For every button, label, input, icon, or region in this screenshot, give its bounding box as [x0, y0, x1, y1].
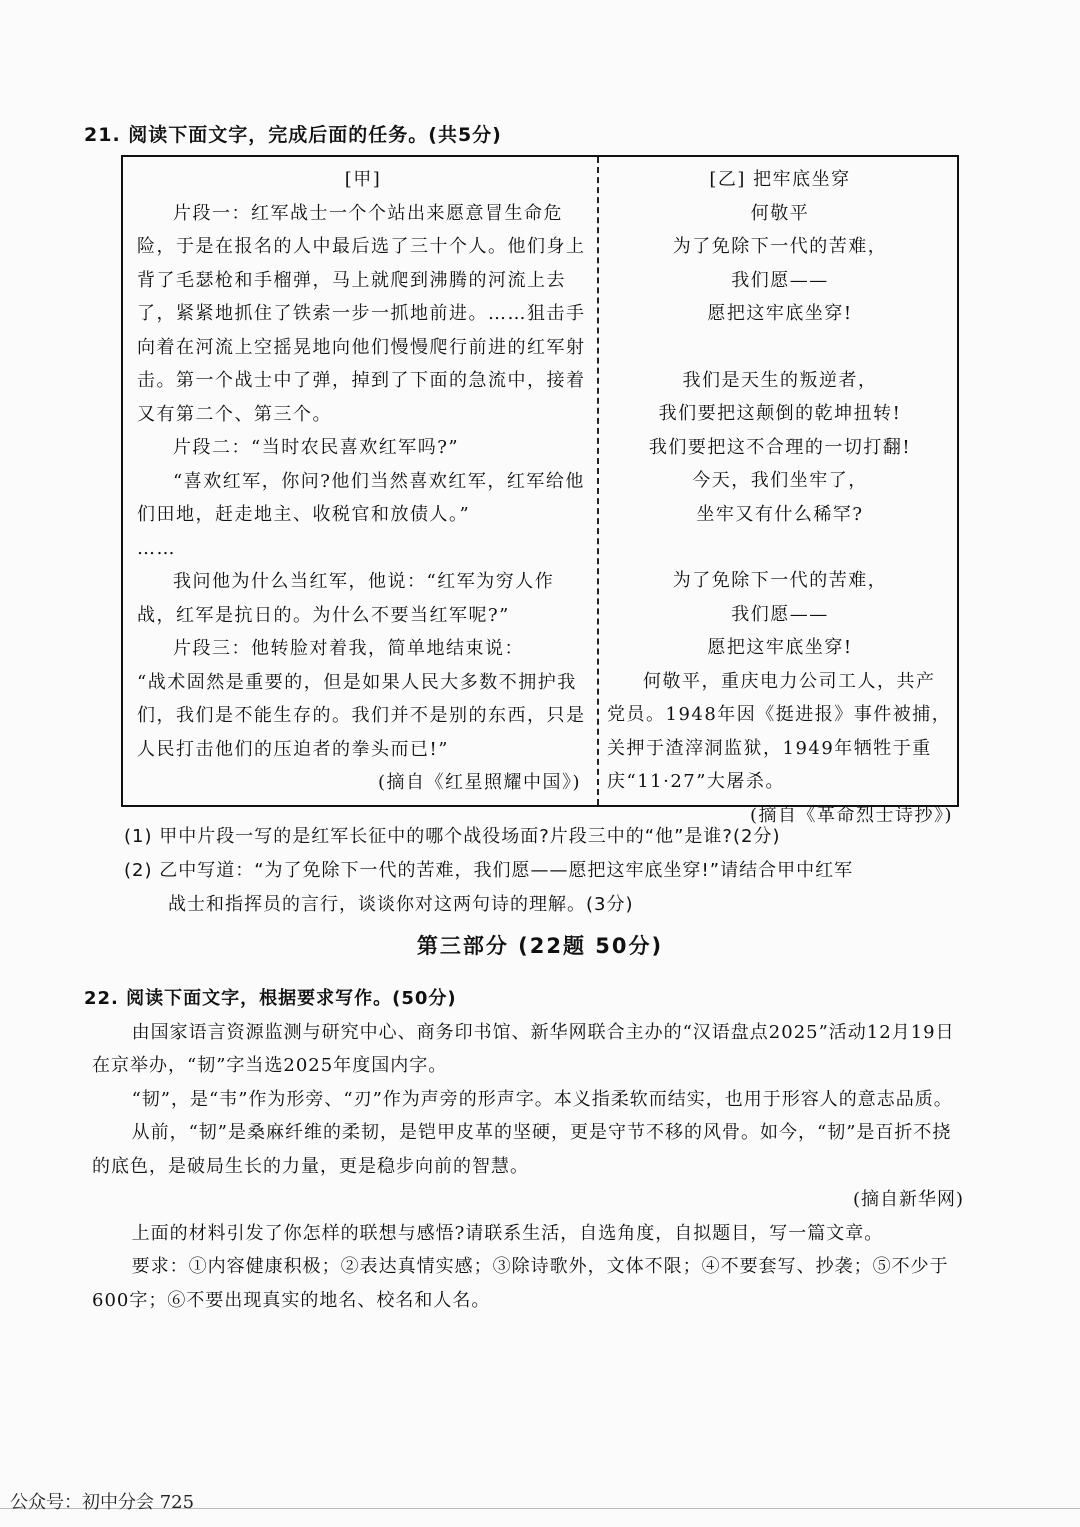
- poem-line: 今天，我们坐牢了，: [692, 470, 868, 491]
- segment-one: 片段一：红军战士一个个站出来愿意冒生命危险，于是在报名的人中最后选了三十个人。他们身上背了毛瑟枪和手榴弹，马上就爬到沸腾的河流上去了，紧紧地抓住了铁索一步一抓地前进。……狙击手向着在河流上空摇晃地向他们慢慢爬行前进的红军射击。第一个战士中了弹，掉到了下面的急流中，接着又有第二个、第三个。: [137, 202, 586, 425]
- poem-line: 愿把这牢底坐穿!: [707, 637, 853, 658]
- task-2: (2) 乙中写道：“为了免除下一代的苦难，我们愿——愿把这牢底坐穿!”请结合甲中红军: [124, 860, 854, 881]
- poem-author: 何敬平: [750, 202, 810, 224]
- task-1: (1) 甲中片段一写的是红军长征中的哪个战役场面?片段三中的“他”是谁?(2分): [124, 826, 781, 847]
- poem-line: 我们愿——: [731, 269, 829, 291]
- passage-yi-source: (摘自《革命烈士诗抄》): [749, 804, 953, 826]
- segment-three: 片段三：他转脸对着我，简单地结束说：: [173, 638, 524, 659]
- part-three-title: 第三部分 (22题 50分): [416, 934, 664, 958]
- poem-title: [乙] 把牢底坐穿: [709, 169, 851, 190]
- passage-yi: [607, 163, 953, 832]
- segment-three-quote: “战术固然是重要的，但是如果人民大多数不拥护我们，我们是不能生存的。我们并不是别的东西，只是人民打击他们的压迫者的拳头而已!”: [137, 671, 586, 760]
- writing-prompt: 上面的材料引发了你怎样的联想与感悟?请联系生活，自选角度，自拟题目，写一篇文章。: [131, 1222, 884, 1244]
- segment-two-question: 片段二：“当时农民喜欢红军吗?”: [173, 437, 460, 458]
- poem-line: 为了免除下一代的苦难，: [672, 570, 888, 591]
- reading-material-box: [121, 155, 959, 826]
- material-paragraph: “韧”，是“韦”作为形旁、“刃”作为声旁的形声字。本义指柔软而结实，也用于形容人的意志品质。: [131, 1088, 953, 1110]
- poet-biography: 何敬平，重庆电力公司工人，共产党员。1948年因《挺进报》事件被捕，关押于渣滓洞监狱，1949年牺牲于重庆“11·27”大屠杀。: [607, 670, 952, 792]
- poem-line: 坐牢又有什么稀罕?: [696, 503, 864, 525]
- passage-jia-heading: [甲]: [344, 169, 382, 190]
- poem-line: 我们是天生的叛逆者，: [682, 369, 878, 391]
- passage-jia: [137, 163, 589, 800]
- question-22: [84, 982, 964, 1317]
- poem-line: 为了免除下一代的苦难，: [672, 236, 888, 257]
- poem-line: 愿把这牢底坐穿!: [707, 303, 853, 324]
- poem-line: 我们愿——: [731, 603, 829, 625]
- column-divider: [597, 157, 599, 805]
- material-paragraph: 由国家语言资源监测与研究中心、商务印书馆、新华网联合主办的“汉语盘点2025”活动12月19日在京举办，“韧”字当选2025年度国内字。: [92, 1021, 955, 1076]
- poem-line: 我们要把这不合理的一切打翻!: [648, 436, 912, 458]
- segment-two-b: 我问他为什么当红军，他说：“红军为穷人作战，红军是抗日的。为什么不要当红军呢?”: [137, 571, 555, 626]
- question-21-tasks: [124, 820, 974, 922]
- writing-requirements: 要求：①内容健康积极；②表达真情实感；③除诗歌外，文体不限；④不要套写、抄袭；⑤不少于600字；⑥不要出现真实的地名、校名和人名。: [92, 1256, 949, 1311]
- question-21-title: 21. 阅读下面文字，完成后面的任务。(共5分): [84, 124, 502, 146]
- question-22-title: 22. 阅读下面文字，根据要求写作。(50分): [84, 988, 457, 1009]
- material-paragraph: 从前，“韧”是桑麻纤维的柔韧，是铠甲皮革的坚硬，更是守节不移的风骨。如今，“韧”是百折不挠的底色，是破局生长的力量，更是稳步向前的智慧。: [92, 1122, 952, 1177]
- segment-two-answer: “喜欢红军，你问?他们当然喜欢红军，红军给他们田地，赶走地主、收税官和放债人。”: [137, 470, 585, 525]
- task-2-continued: 战士和指挥员的言行，谈谈你对这两句诗的理解。(3分): [168, 894, 634, 915]
- footer-watermark: 公众号：初中分会 725: [10, 1492, 195, 1513]
- passage-jia-source: (摘自《红星照耀中国》): [377, 772, 581, 793]
- material-source: (摘自新华网): [852, 1189, 964, 1210]
- poem-line: 我们要把这颠倒的乾坤扭转!: [658, 403, 902, 424]
- ellipsis: ……: [137, 537, 176, 559]
